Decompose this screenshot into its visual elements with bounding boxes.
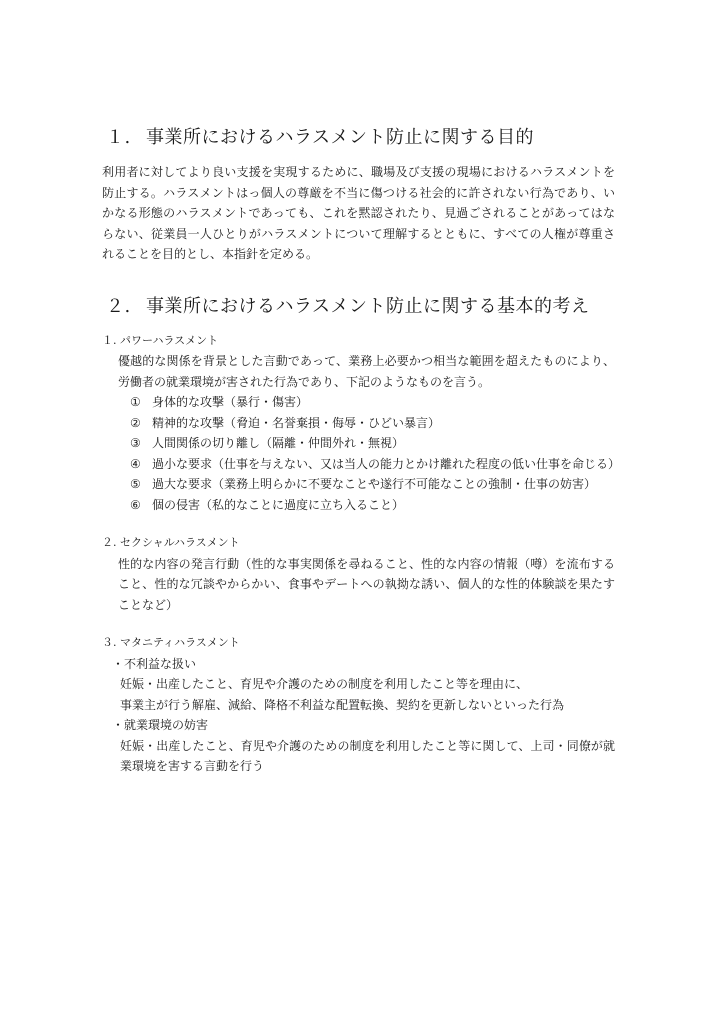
list-item	[130, 495, 615, 516]
maternity-number: ３.	[102, 636, 117, 649]
list-item	[130, 474, 615, 495]
list-item	[130, 433, 615, 454]
power-harassment-body: 優越的な関係を背景とした言動であって、業務上必要かつ相当な範囲を超えたものにより、労働者の就業環境が害された行為であり、下記のようなものを言う。	[118, 354, 615, 389]
item-text: 過大な要求（業務上明らかに不要なことや遂行不可能なことの強制・仕事の妨害）	[152, 477, 597, 491]
list-item	[130, 392, 615, 413]
sexual-harassment-body: 性的な内容の発言行動（性的な事実関係を尋ねること、性的な内容の情報（噂）を流布すること、性的な冗談やからかい、食事やデートへの執拗な誘い、個人的な性的体験談を果たすことなど）	[118, 556, 615, 612]
disadvantage-line1: 妊娠・出産したこと、育児や介護のための制度を利用したこと等を理由に、	[120, 677, 529, 691]
item-text: 精神的な攻撃（脅迫・名誉棄損・侮辱・ひどい暴言）	[152, 415, 441, 430]
environment-body: 妊娠・出産したこと、育児や介護のための制度を利用したこと等に関して、上司・同僚が就業環境を害する言動を行う	[120, 738, 615, 773]
power-number: １.	[102, 333, 117, 347]
list-item	[130, 454, 621, 475]
spacer	[102, 615, 615, 633]
item-text: 人間関係の切り離し（隔離・仲間外れ・無視）	[152, 436, 405, 450]
maternity-title-text: マタニティハラスメント	[120, 636, 240, 649]
disadvantage-heading	[102, 654, 615, 675]
power-title-text: パワーハラスメント	[120, 333, 219, 347]
section1-heading	[106, 126, 615, 150]
maternity-harassment-block	[102, 633, 615, 777]
sexual-harassment-block	[102, 533, 615, 615]
section1-body: 利用者に対してより良い支援を実現するために、職場及び支援の現場におけるハラスメントを防止する。ハラスメントはっ個人の尊厳を不当に傷つける社会的に許されない行為であり、いかなる形態のハラスメントであっても、これを黙認されたり、見過ごされることがあってはならない、従業員一人ひとりがハラスメントについて理解するとともに、すべての人権が尊重されることを目的とし、本指針を定める。	[102, 165, 615, 261]
section2-heading	[106, 295, 615, 319]
item-text: 身体的な攻撃（暴行・傷害）	[152, 395, 309, 409]
bullet-dot: ・	[112, 718, 125, 732]
item-mark: ②	[130, 415, 141, 430]
sexual-title-text: セクシャルハラスメント	[120, 536, 240, 549]
section2-number: ２.	[106, 295, 131, 317]
environment-heading	[102, 715, 615, 736]
spacer	[102, 515, 615, 533]
section1-number: １.	[106, 127, 131, 148]
disadvantage-line2: 事業主が行う解雇、減給、降格不利益な配置転換、契約を更新しないといった行為	[120, 697, 565, 712]
item-mark: ③	[130, 436, 141, 450]
disadvantage-title: 不利益な扱い	[124, 656, 197, 671]
item-mark: ④	[130, 456, 141, 471]
item-text: 個の侵害（私的なことに過度に立ち入ること）	[152, 497, 405, 512]
power-harassment-block	[102, 331, 621, 516]
bullet-dot: ・	[112, 656, 125, 671]
item-text: 過小な要求（仕事を与えない、又は当人の能力とかけ離れた程度の低い仕事を命じる）	[152, 456, 621, 471]
section1-title: 事業所におけるハラスメント防止に関する目的	[146, 127, 534, 148]
sexual-number: ２.	[102, 536, 117, 549]
environment-title: 就業環境の妨害	[124, 718, 209, 732]
item-mark: ⑤	[130, 477, 141, 491]
maternity-harassment-title	[102, 633, 615, 654]
item-mark: ⑥	[130, 497, 141, 512]
power-harassment-list	[102, 392, 621, 515]
sexual-harassment-title	[102, 533, 615, 554]
item-mark: ①	[130, 395, 141, 409]
list-item	[130, 413, 615, 434]
power-harassment-title	[102, 331, 615, 352]
section2-title: 事業所におけるハラスメント防止に関する基本的考え	[146, 295, 590, 317]
